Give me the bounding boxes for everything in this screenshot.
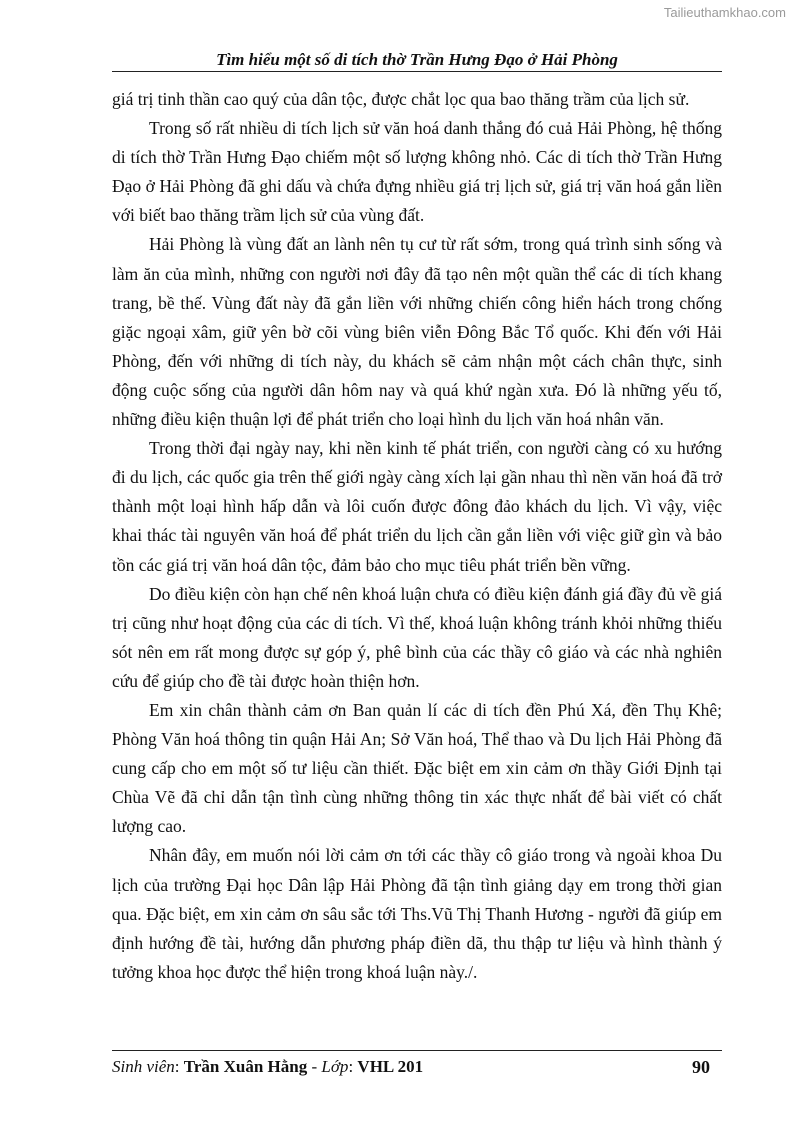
colon: : <box>348 1057 358 1076</box>
paragraph-continuation: giá trị tinh thần cao quý của dân tộc, được chắt lọc qua bao thăng trầm của lịch sử. <box>112 89 690 109</box>
student-name: Trần Xuân Hằng <box>183 1057 308 1076</box>
dash: - <box>307 1057 322 1076</box>
page-number: 90 <box>692 1057 710 1077</box>
watermark-text: Tailieuthamkhao.com <box>663 5 786 20</box>
footer-author-line <box>112 1056 423 1078</box>
body-text <box>112 85 722 987</box>
page-header-title: Tìm hiểu một số di tích thờ Trần Hưng Đạo ở Hải Phòng <box>112 50 722 72</box>
class-name: VHL 201 <box>357 1057 424 1076</box>
paragraph: Nhân đây, em muốn nói lời cảm ơn tới các thầy cô giáo trong và ngoài khoa Du lịch của trường Đại học Dân lập Hải Phòng đã tận tình giảng dạy em trong thời gian qua. Đặc biệt, em xin cảm ơn sâu sắc tới Ths.Vũ Thị Thanh Hương - người đã giúp em định hướng đề tài, hướng dẫn phương pháp điền dã, thu thập tư liệu và hình thành ý tưởng khoa học được thể hiện trong khoá luận này./. <box>112 845 722 982</box>
class-label: Lớp <box>321 1057 349 1076</box>
paragraph: Do điều kiện còn hạn chế nên khoá luận chưa có điều kiện đánh giá đầy đủ về giá trị cũng như hoạt động của các di tích. Vì thế, khoá luận không tránh khỏi những thiếu sót nên em rất mong được sự góp ý, phê bình của các thầy cô giáo và các nhà nghiên cứu để giúp cho đề tài được hoàn thiện hơn. <box>112 583 722 691</box>
paragraph: Trong thời đại ngày nay, khi nền kinh tế phát triển, con người càng có xu hướng đi du lịch, các quốc gia trên thế giới ngày càng xích lại gần nhau thì nền văn hoá đã trở thành một loại hình hấp dẫn và lôi cuốn được đông đảo khách du lịch. Vì vậy, việc khai thác tài nguyên văn hoá để phát triển du lịch cần gắn liền với việc giữ gìn và bảo tồn các giá trị văn hoá dân tộc, đảm bảo cho mục tiêu phát triển bền vững. <box>112 438 722 575</box>
student-label: Sinh viên <box>112 1057 175 1076</box>
paragraph: Trong số rất nhiều di tích lịch sử văn hoá danh thắng đó cuả Hải Phòng, hệ thống di tích thờ Trần Hưng Đạo chiếm một số lượng không nhỏ. Các di tích thờ Trần Hưng Đạo ở Hải Phòng đã ghi dấu và chứa đựng nhiều giá trị lịch sử, giá trị văn hoá gắn liền với biết bao thăng trầm lịch sử của vùng đất. <box>112 118 722 226</box>
paragraph: Em xin chân thành cảm ơn Ban quản lí các di tích đền Phú Xá, đền Thụ Khê; Phòng Văn hoá thông tin quận Hải An; Sở Văn hoá, Thể thao và Du lịch Hải Phòng đã cung cấp cho em một số tư liệu cần thiết. Đặc biệt em xin cảm ơn thầy Giới Định tại Chùa Vẽ đã chỉ dẫn tận tình cùng những thông tin xác thực nhất để bài viết có chất lượng cao. <box>112 699 722 837</box>
paragraph: Hải Phòng là vùng đất an lành nên tụ cư từ rất sớm, trong quá trình sinh sống và làm ăn của mình, những con người nơi đây đã tạo nên một quần thể các di tích khang trang, bề thế. Vùng đất này đã gắn liền với những chiến công hiển hách trong chống giặc ngoại xâm, giữ yên bờ cõi vùng biên viễn Đông Bắc Tổ quốc. Khi đến với Hải Phòng, đến với những di tích này, du khách sẽ cảm nhận một cách chân thực, sinh động cuộc sống của người dân hôm nay và quá khứ ngàn xưa. Đó là những yếu tố, những điều kiện thuận lợi để phát triển cho loại hình du lịch văn hoá nhân văn. <box>112 234 722 430</box>
page-footer <box>112 1050 722 1077</box>
colon: : <box>174 1057 184 1076</box>
